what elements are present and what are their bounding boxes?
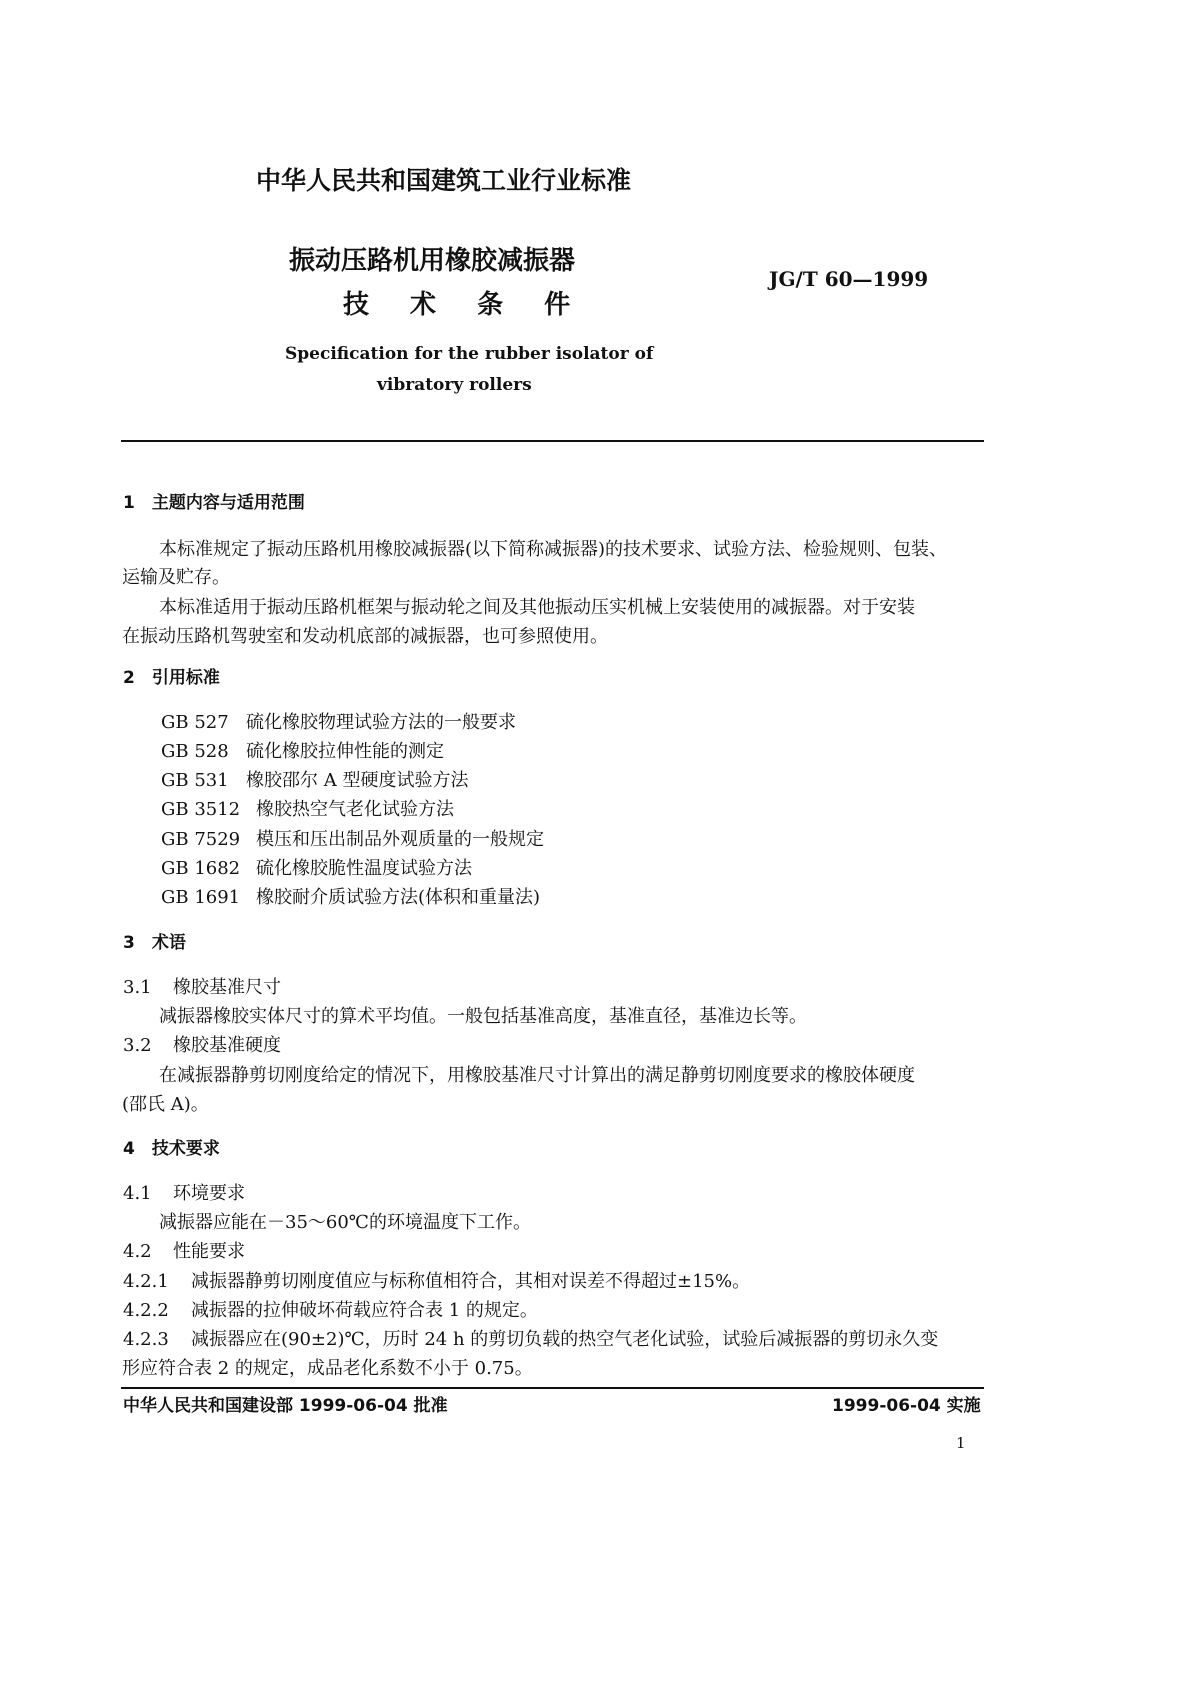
clause-4-2-title: 性能要求	[173, 1241, 245, 1262]
clause-4-2-1-text: 减振器静剪切刚度值应与标称值相符合，其相对误差不得超过±15%。	[191, 1271, 751, 1292]
section-1-heading: 1 主题内容与适用范围	[123, 493, 305, 513]
clause-4-1-title: 环境要求	[173, 1183, 245, 1204]
doc-title-line1: 振动压路机用橡胶减振器	[289, 246, 576, 276]
header-rule	[121, 440, 984, 442]
clause-4-2-2-number: 4.2.2	[123, 1300, 169, 1321]
clause-3-1-number: 3.1	[123, 977, 152, 998]
section-1-para-2-cont: 在振动压路机驾驶室和发动机底部的减振器，也可参照使用。	[122, 626, 608, 647]
clause-4-1-body: 减振器应能在－35～60℃的环境温度下工作。	[159, 1212, 531, 1233]
reference-code: GB 528	[161, 741, 229, 762]
section-4-heading: 4 技术要求	[123, 1139, 220, 1159]
clause-4-2-3-text-cont: 形应符合表 2 的规定，成品老化系数不小于 0.75。	[122, 1358, 533, 1379]
clause-3-2-body-cont: (邵氏 A)。	[122, 1094, 209, 1115]
section-1-para-1: 本标准规定了振动压路机用橡胶减振器(以下简称减振器)的技术要求、试验方法、检验规则、包装、	[159, 539, 948, 560]
reference-title: 硫化橡胶物理试验方法的一般要求	[246, 712, 516, 733]
reference-title: 硫化橡胶拉伸性能的测定	[246, 741, 444, 762]
clause-4-2-number: 4.2	[123, 1241, 152, 1262]
clause-3-2-body: 在减振器静剪切刚度给定的情况下，用橡胶基准尺寸计算出的满足静剪切刚度要求的橡胶体硬度	[159, 1065, 915, 1086]
footer-rule	[121, 1387, 984, 1389]
reference-title: 橡胶耐介质试验方法(体积和重量法)	[256, 887, 541, 908]
section-2-heading: 2 引用标准	[123, 668, 220, 688]
reference-code: GB 1682	[161, 858, 241, 879]
section-1-para-1-cont: 运输及贮存。	[122, 567, 230, 588]
page-number: 1	[956, 1434, 966, 1452]
reference-code: GB 527	[161, 712, 229, 733]
reference-title: 硫化橡胶脆性温度试验方法	[256, 858, 472, 879]
clause-3-1-body: 减振器橡胶实体尺寸的算术平均值。一般包括基准高度，基准直径，基准边长等。	[159, 1006, 807, 1027]
reference-code: GB 3512	[161, 799, 241, 820]
reference-code: GB 531	[161, 770, 229, 791]
doc-title-line2: 技 术 条 件	[343, 290, 587, 320]
clause-4-2-3-number: 4.2.3	[123, 1329, 169, 1350]
issuing-body: 中华人民共和国建筑工业行业标准	[256, 166, 632, 195]
reference-title: 橡胶邵尔 A 型硬度试验方法	[246, 770, 469, 791]
standard-code: JG/T 60—1999	[769, 267, 929, 291]
reference-code: GB 1691	[161, 887, 241, 908]
section-1-para-2: 本标准适用于振动压路机框架与振动轮之间及其他振动压实机械上安装使用的减振器。对于安装	[159, 597, 915, 618]
clause-4-1-number: 4.1	[123, 1183, 152, 1204]
clause-4-2-3-text: 减振器应在(90±2)℃，历时 24 h 的剪切负载的热空气老化试验，试验后减振器的剪切永久变	[191, 1329, 939, 1350]
reference-title: 模压和压出制品外观质量的一般规定	[256, 829, 544, 850]
reference-title: 橡胶热空气老化试验方法	[256, 799, 454, 820]
section-3-heading: 3 术语	[123, 933, 186, 953]
clause-3-1-title: 橡胶基准尺寸	[173, 977, 281, 998]
clause-3-2-number: 3.2	[123, 1035, 152, 1056]
effective-date: 1999-06-04 实施	[832, 1396, 981, 1416]
english-title-line1: Specification for the rubber isolator of	[285, 344, 654, 364]
clause-4-2-1-number: 4.2.1	[123, 1271, 169, 1292]
english-title-line2: vibratory rollers	[377, 375, 532, 395]
clause-3-2-title: 橡胶基准硬度	[173, 1035, 281, 1056]
reference-code: GB 7529	[161, 829, 241, 850]
approval-date: 中华人民共和国建设部 1999-06-04 批准	[123, 1396, 448, 1416]
clause-4-2-2-text: 减振器的拉伸破坏荷载应符合表 1 的规定。	[191, 1300, 538, 1321]
